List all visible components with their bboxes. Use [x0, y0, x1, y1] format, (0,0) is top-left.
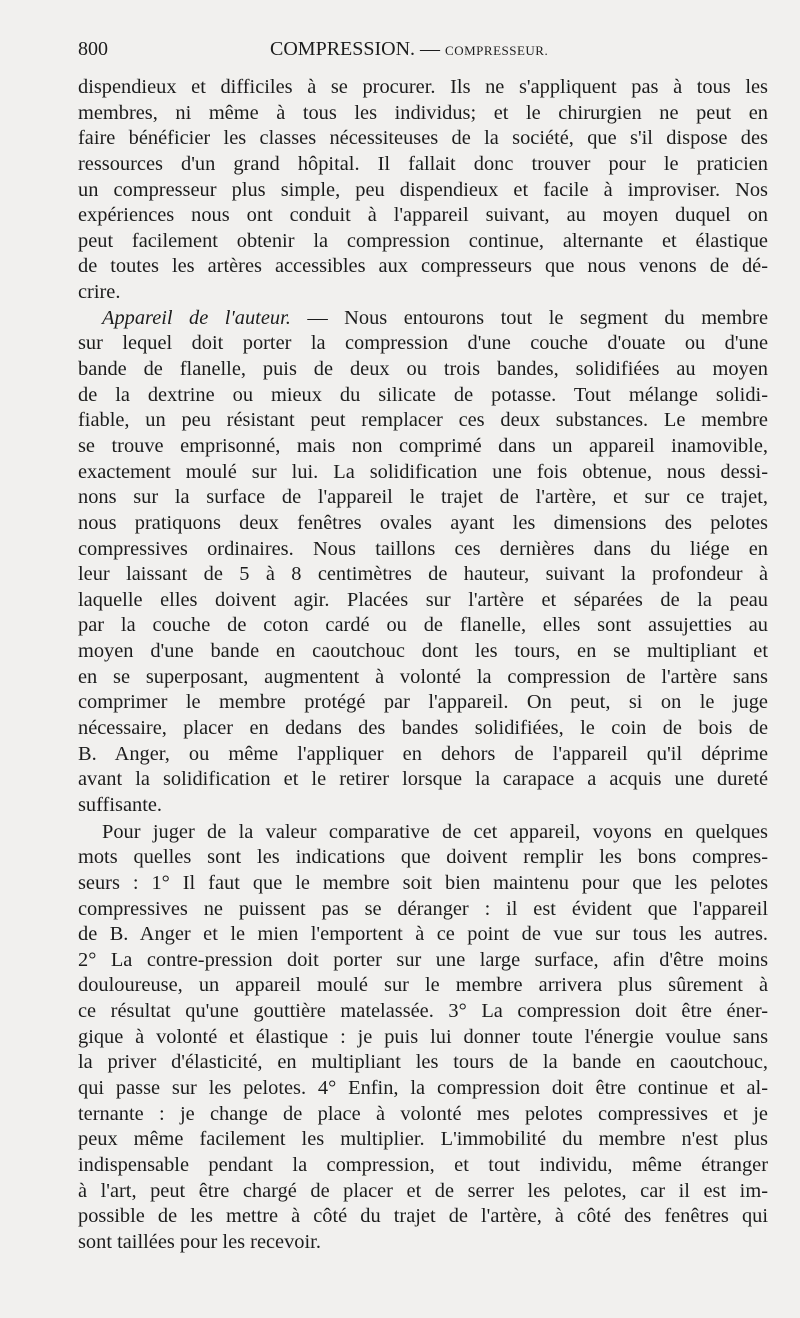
text-line: possible de les mettre à côté du trajet de l'artère, à côté des fenêtres qui — [78, 1205, 768, 1228]
text-line: qui passe sur les pelotes. 4° Enfin, la compression doit être continue et al- — [78, 1076, 768, 1099]
text-line: crire. — [78, 281, 121, 304]
text-line: nécessaire, placer en dedans des bandes solidifiées, le coin de bois de — [78, 717, 768, 740]
text-line: fiable, un peu résistant peut remplacer ces deux substances. Le membre — [78, 409, 768, 432]
text-line: nons sur la surface de l'appareil le trajet de l'artère, et sur ce trajet, — [78, 486, 768, 509]
page-header — [78, 38, 770, 68]
paragraph-2 — [78, 306, 768, 819]
text-line: compressives ordinaires. Nous taillons ces dernières dans du liége en — [78, 537, 768, 560]
text-line: en se superposant, augmentent à volonté la compression de l'artère sans — [78, 665, 768, 688]
text-line: la priver d'élasticité, en multipliant les tours de la bande en caoutchouc, — [78, 1051, 768, 1074]
text-line: à l'art, peut être chargé de placer et de serrer les pelotes, car il est im- — [78, 1179, 768, 1202]
running-head — [270, 38, 548, 61]
text-line: peux même facilement les multiplier. L'immobilité du membre n'est plus — [78, 1128, 768, 1151]
body-text — [78, 75, 768, 1255]
section-heading: Appareil de l'auteur. — [102, 306, 291, 329]
text-line: suffisante. — [78, 793, 163, 816]
running-head-subtitle: COMPRESSEUR. — [445, 43, 549, 58]
text-line: dispendieux et difficiles à se procurer. Ils ne s'appliquent pas à tous les — [78, 76, 768, 98]
text-line: seurs : 1° Il faut que le membre soit bien maintenu pour que les pelotes — [78, 871, 768, 894]
text-line: expériences nous ont conduit à l'appareil suivant, au moyen duquel on — [78, 204, 768, 227]
text-line: laquelle elles doivent agir. Placées sur l'artère et séparées de la peau — [78, 588, 768, 611]
text-line: moyen d'une bande en caoutchouc dont les tours, en se multipliant et — [78, 640, 768, 663]
text-line: bande de flanelle, puis de deux ou trois bandes, solidifiées au moyen — [78, 358, 768, 381]
text-line: ce résultat qu'une gouttière matelassée. 3° La compression doit être éner- — [78, 1000, 768, 1023]
text-line: avant la solidification et le retirer lorsque la carapace a acquis une dureté — [78, 768, 768, 791]
text-line: compressives ne puissent pas se déranger : il est évident que l'appareil — [78, 897, 768, 920]
text-line: membres, ni même à tous les individus; et le chirurgien ne peut en — [78, 101, 768, 124]
text-line: se trouve emprisonné, mais non comprimé dans un appareil inamovible, — [78, 434, 768, 457]
text-line: douloureuse, un appareil moulé sur le membre arrivera plus sûrement à — [78, 974, 768, 997]
text-line: faire bénéficier les classes nécessiteuses de la société, que s'il dispose des — [78, 127, 768, 150]
text-line: de B. Anger et le mien l'emportent à ce point de vue sur tous les autres. — [78, 923, 768, 946]
text-line: exactement moulé sur lui. La solidification une fois obtenue, nous dessi- — [78, 460, 768, 483]
text-line: indispensable pendant la compression, et tout individu, même étranger — [78, 1153, 768, 1176]
text-line: mots quelles sont les indications que doivent remplir les bons compres- — [78, 846, 768, 869]
text-line: leur laissant de 5 à 8 centimètres de hauteur, suivant la profondeur à — [78, 563, 768, 586]
text-line: nous pratiquons deux fenêtres ovales ayant les dimensions des pelotes — [78, 511, 768, 534]
running-head-title: COMPRESSION. — [270, 38, 416, 60]
text-line: un compresseur plus simple, peu dispendieux et facile à improviser. Nos — [78, 178, 768, 201]
text-line: ressources d'un grand hôpital. Il fallait donc trouver pour le praticien — [78, 152, 768, 175]
text-line — [78, 306, 768, 332]
heading-continuation: — Nous entourons tout le segment du membre — [290, 306, 768, 329]
text-line: 2° La contre-pression doit porter sur une large surface, afin d'être moins — [78, 948, 768, 971]
text-line: sur lequel doit porter la compression d'une couche d'ouate ou d'une — [78, 332, 768, 355]
text-line: peut facilement obtenir la compression continue, alternante et élastique — [78, 229, 768, 252]
text-line: par la couche de coton cardé ou de flanelle, elles sont assujetties au — [78, 614, 768, 637]
text-line: ternante : je change de place à volonté mes pelotes compressives et je — [78, 1102, 768, 1125]
text-line: de toutes les artères accessibles aux compresseurs que nous venons de dé- — [78, 255, 768, 278]
text-line: B. Anger, ou même l'appliquer en dehors de l'appareil qu'il déprime — [78, 742, 768, 765]
text-line: comprimer le membre protégé par l'appareil. On peut, si on le juge — [78, 691, 768, 714]
paragraph-1 — [78, 75, 768, 306]
running-head-separator: — — [420, 38, 441, 60]
paragraph-3 — [78, 820, 768, 1256]
text-line: gique à volonté et élastique : je puis lui donner toute l'énergie voulue sans — [78, 1025, 768, 1048]
text-line: de la dextrine ou mieux du silicate de potasse. Tout mélange solidi- — [78, 383, 768, 406]
text-line: Pour juger de la valeur comparative de cet appareil, voyons en quelques — [102, 820, 768, 843]
text-line: sont taillées pour les recevoir. — [78, 1230, 321, 1253]
page-number: 800 — [78, 38, 108, 60]
